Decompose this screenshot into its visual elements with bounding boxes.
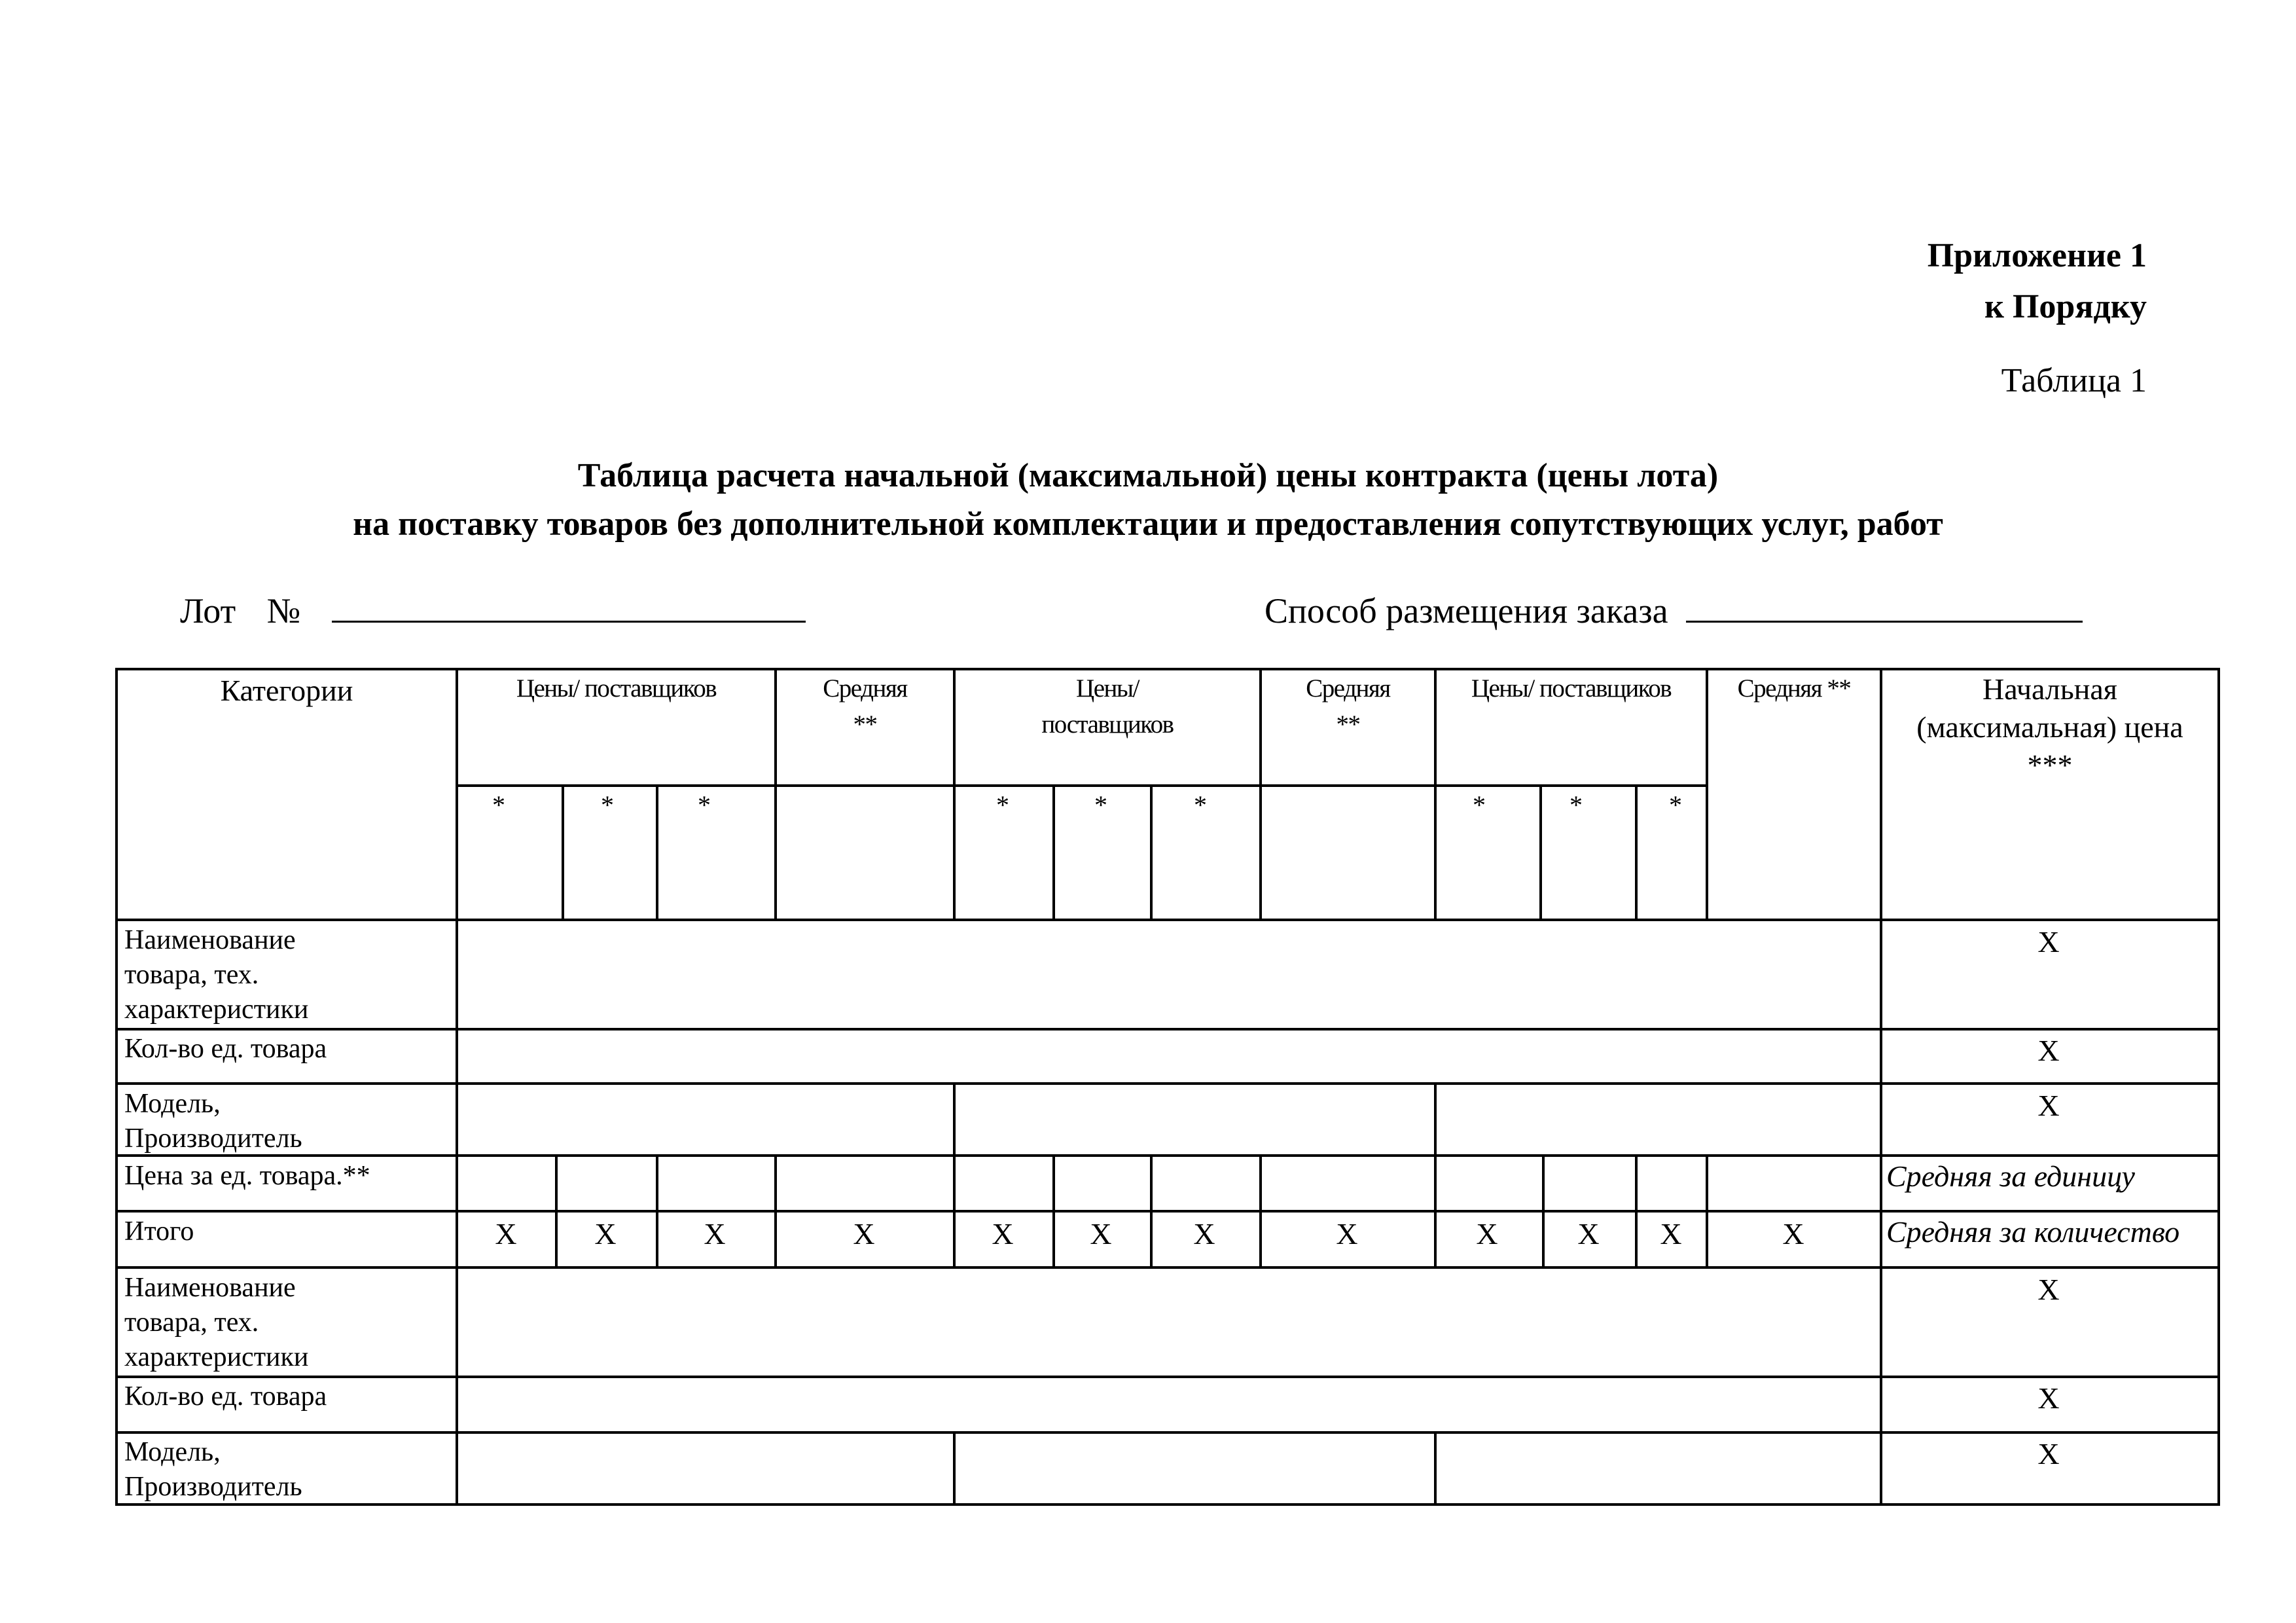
header-subdivider [457, 784, 1708, 787]
column-divider [456, 668, 458, 1506]
row-divider [115, 1266, 2220, 1269]
column-divider [1635, 1154, 1638, 1267]
placement-method-field [1265, 584, 2083, 631]
average-per-unit-label: Средняя за единицу [1886, 1159, 2135, 1193]
column-divider [1880, 668, 1882, 1506]
column-divider [1150, 784, 1153, 919]
column-divider [1434, 1431, 1437, 1504]
column-divider [774, 1154, 777, 1267]
row-label-product-name [124, 923, 452, 1027]
column-divider [1259, 1154, 1262, 1267]
table-right-border [2217, 668, 2220, 1506]
not-applicable-mark: X [2037, 1089, 2060, 1122]
header-average-3: Средняя ** [1737, 674, 1851, 702]
not-applicable-mark: X [853, 1217, 875, 1250]
document-title-line-2: на поставку товаров без дополнительной комплектации и предоставления сопутствующих услуг, работ [353, 505, 1943, 543]
not-applicable-mark: X [992, 1217, 1014, 1250]
row-label-unit-price: Цена за ед. товара.** [124, 1161, 370, 1191]
not-applicable-mark: X [2037, 1034, 2060, 1067]
document-title-line-1: Таблица расчета начальной (максимальной) цены контракта (цены лота) [577, 457, 1719, 494]
appendix-line-2: к Порядку [1984, 288, 2147, 325]
header-average-1 [777, 670, 953, 742]
not-applicable-mark: X [2037, 925, 2060, 958]
row-label-model-line-1: Модель, [124, 1089, 221, 1119]
column-divider [1434, 1082, 1437, 1267]
row-label-product-name-line-2: товара, тех. [124, 960, 259, 990]
not-applicable-mark: X [2037, 1273, 2060, 1306]
header-average-2-label: Средняя [1306, 674, 1390, 702]
row-label-product-name-line-1: Наименование [124, 1273, 296, 1303]
column-divider [953, 1082, 956, 1267]
supplier-mark: * [1194, 790, 1207, 820]
supplier-mark: * [1570, 790, 1583, 820]
not-applicable-mark: X [1193, 1217, 1215, 1250]
appendix-label [1928, 230, 2147, 333]
row-label-product-name-line-1: Наименование [124, 925, 296, 955]
row-label-total: Итого [124, 1216, 194, 1247]
column-divider [1150, 1154, 1153, 1267]
header-categories: Категории [220, 674, 353, 707]
lot-number-blank[interactable] [332, 584, 806, 623]
row-label-model [124, 1087, 452, 1156]
column-divider [953, 1431, 956, 1504]
placement-method-blank[interactable] [1686, 584, 2083, 623]
column-divider [656, 784, 658, 919]
supplier-mark: * [1094, 790, 1107, 820]
header-supplier-prices-2-line-1: Цены/ [1076, 674, 1139, 702]
header-average-2-mark: ** [1336, 710, 1360, 739]
row-label-product-name-line-2: товара, тех. [124, 1307, 259, 1338]
row-label-model-line-2: Производитель [124, 1472, 302, 1502]
header-average-1-label: Средняя [823, 674, 907, 702]
row-label-quantity: Кол-во ед. товара [124, 1381, 327, 1412]
row-label-product-name [124, 1271, 452, 1375]
row-label-quantity: Кол-во ед. товара [124, 1034, 327, 1064]
row-divider [115, 919, 2220, 921]
not-applicable-mark: X [2037, 1437, 2060, 1470]
row-divider [115, 1431, 2220, 1434]
header-initial-max-price [1882, 670, 2217, 784]
row-divider [115, 1082, 2220, 1085]
header-average-2 [1262, 670, 1434, 742]
table-left-border [115, 668, 118, 1506]
lot-field [180, 584, 806, 631]
row-divider [115, 1210, 2220, 1213]
not-applicable-mark: X [2037, 1381, 2060, 1415]
not-applicable-mark: X [1577, 1217, 1600, 1250]
column-divider [656, 1154, 658, 1267]
header-initial-max-price-line-2: (максимальная) цена [1916, 710, 2183, 744]
column-divider [1635, 784, 1638, 919]
not-applicable-mark: X [1660, 1217, 1682, 1250]
lot-number-sign: № [266, 591, 301, 630]
supplier-mark: * [698, 790, 711, 820]
header-supplier-prices-2 [956, 670, 1259, 742]
row-label-model [124, 1435, 452, 1504]
header-supplier-prices-1: Цены/ поставщиков [516, 674, 717, 702]
header-initial-max-price-line-3: *** [2027, 748, 2073, 782]
not-applicable-mark: X [704, 1217, 726, 1250]
supplier-mark: * [996, 790, 1009, 820]
supplier-mark: * [492, 790, 505, 820]
table-number-label: Таблица 1 [2001, 362, 2147, 399]
column-divider [1052, 784, 1055, 919]
average-per-quantity-label: Средняя за количество [1886, 1215, 2180, 1249]
column-divider [1706, 1154, 1708, 1267]
row-label-model-line-1: Модель, [124, 1437, 221, 1467]
not-applicable-mark: X [1336, 1217, 1358, 1250]
header-initial-max-price-line-1: Начальная [1982, 672, 2117, 706]
lot-label: Лот [180, 591, 236, 630]
header-supplier-prices-2-line-2: поставщиков [1041, 710, 1174, 739]
row-label-model-line-2: Производитель [124, 1123, 302, 1154]
not-applicable-mark: X [1782, 1217, 1804, 1250]
appendix-line-1: Приложение 1 [1927, 237, 2147, 274]
header-average-1-mark: ** [853, 710, 877, 739]
row-label-product-name-line-3: характеристики [124, 1342, 309, 1372]
row-divider [115, 1028, 2220, 1030]
not-applicable-mark: X [1090, 1217, 1112, 1250]
row-label-product-name-line-3: характеристики [124, 994, 309, 1025]
column-divider [1052, 1154, 1055, 1267]
not-applicable-mark: X [495, 1217, 517, 1250]
column-divider [555, 1154, 558, 1267]
column-divider [1539, 784, 1542, 919]
supplier-mark: * [1669, 790, 1682, 820]
supplier-mark: * [601, 790, 614, 820]
not-applicable-mark: X [594, 1217, 617, 1250]
column-divider [562, 784, 564, 919]
placement-method-label: Способ размещения заказа [1265, 591, 1668, 630]
column-divider [1542, 1154, 1545, 1267]
row-divider [115, 1376, 2220, 1378]
supplier-mark: * [1473, 790, 1486, 820]
not-applicable-mark: X [1476, 1217, 1498, 1250]
header-supplier-prices-3: Цены/ поставщиков [1471, 674, 1672, 702]
